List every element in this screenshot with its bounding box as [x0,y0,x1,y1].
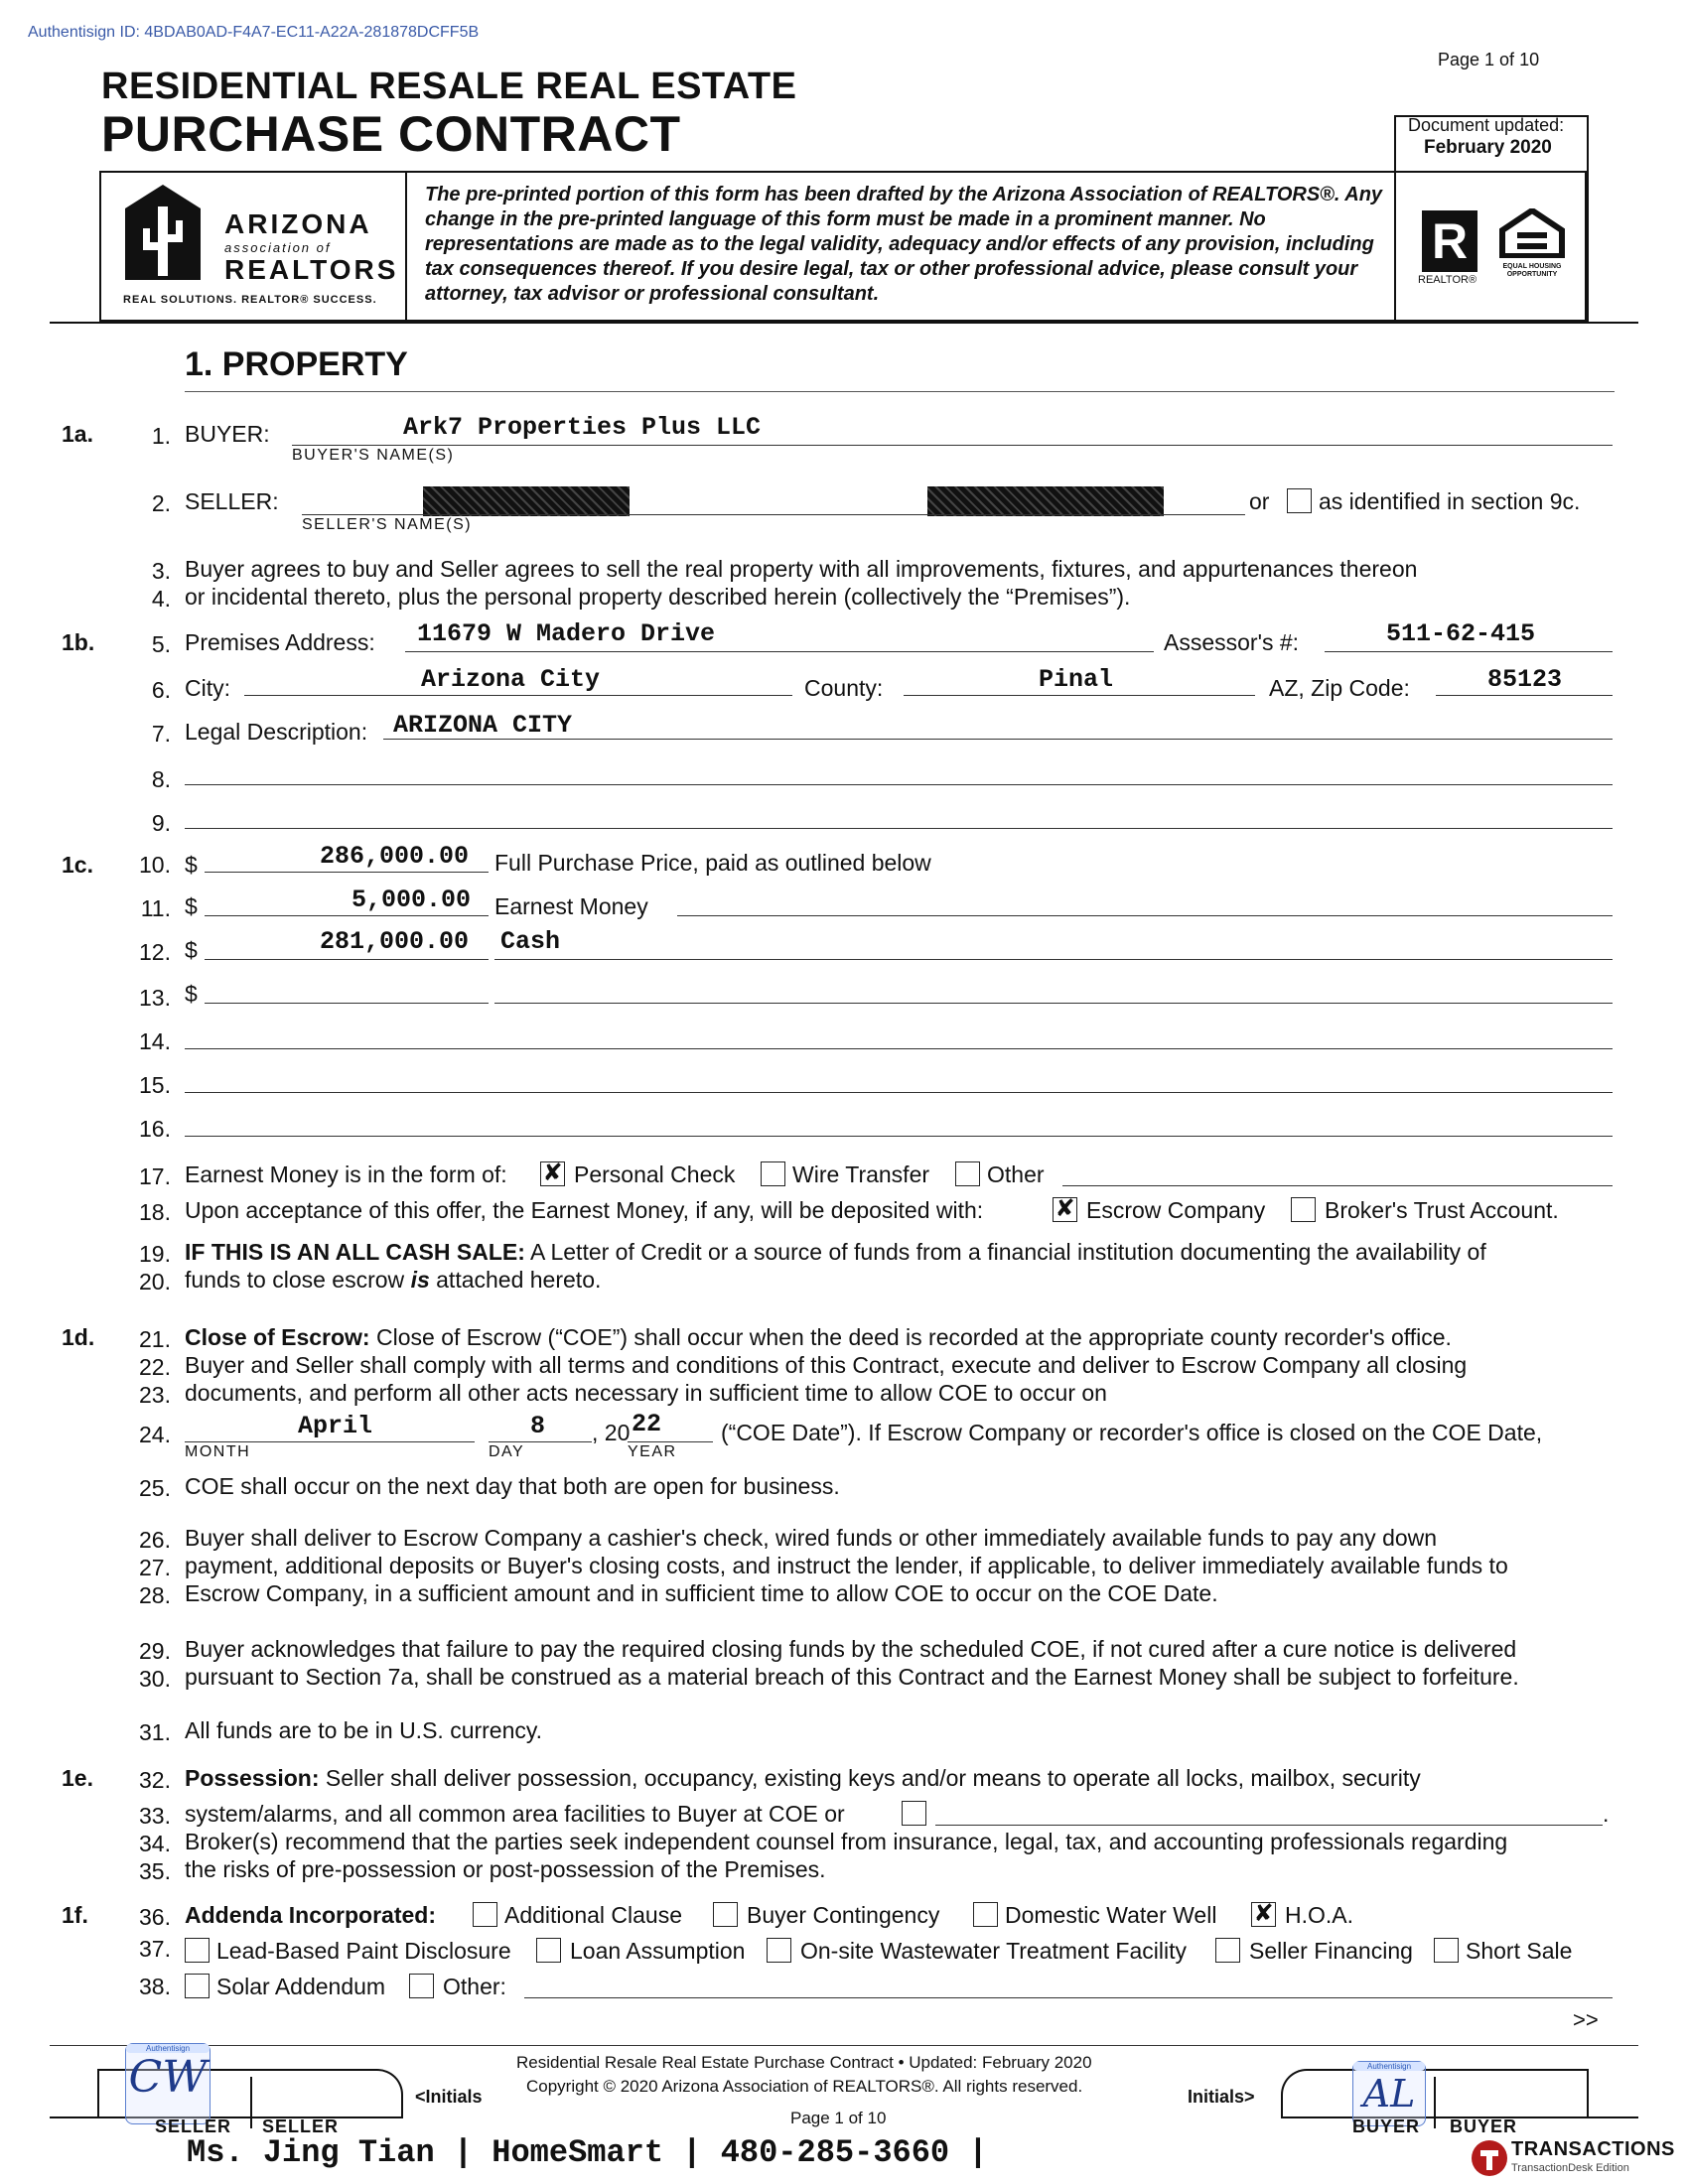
line-number: 2. [151,490,171,516]
equal-housing-icon [1497,208,1567,258]
coe-month-field[interactable]: April [298,1412,373,1440]
loan-assumption-label: Loan Assumption [570,1938,746,1964]
cash-description-underline [494,959,1613,960]
onsite-wastewater-checkbox[interactable] [767,1938,791,1963]
hoa-label: H.O.A. [1285,1902,1354,1928]
seller-identified-checkbox[interactable] [1287,488,1312,513]
line-number: 28. [139,1582,171,1608]
seller-initials-divider [250,2077,252,2128]
buyer-contingency-label: Buyer Contingency [747,1902,940,1928]
line-number: 14. [139,1028,171,1054]
line-27-text: payment, additional deposits or Buyer's closing costs, and instruct the lender, if applicable, to deliver immediately available funds to [185,1553,1508,1578]
seller-initials-badge [125,2043,211,2124]
seller-name-redaction-2 [927,486,1164,516]
line-number: 18. [139,1199,171,1225]
line-number: 37. [139,1936,171,1962]
full-price-label: Full Purchase Price, paid as outlined below [494,850,931,876]
county-label: County: [804,675,884,701]
seller-identified-label: as identified in section 9c. [1319,488,1581,514]
seller-label: SELLER: [185,488,279,514]
onsite-wastewater-label: On-site Wastewater Treatment Facility [800,1938,1187,1964]
line-number: 13. [139,985,171,1011]
line-number: 25. [139,1475,171,1501]
equal-housing-logo [1497,208,1567,278]
additional-clause-label: Additional Clause [504,1902,683,1928]
premises-address-label: Premises Address: [185,629,375,655]
earnest-form-label: Earnest Money is in the form of: [185,1161,507,1187]
coe-day-field[interactable]: 8 [530,1412,546,1440]
logo-tagline: REAL SOLUTIONS. REALTOR® SUCCESS. [123,294,377,306]
transactions-edition: TransactionDesk Edition [1511,2162,1629,2174]
initials-left-label: <Initials [415,2087,483,2107]
line-25-text: COE shall occur on the next day that both are open for business. [185,1473,840,1499]
line-15-blank[interactable] [185,1092,1613,1093]
line-number: 24. [139,1422,171,1447]
domestic-water-well-label: Domestic Water Well [1005,1902,1217,1928]
day-caption: DAY [489,1443,525,1460]
line-20-text [185,1267,601,1294]
coe-day-underline [489,1441,592,1442]
page-number: Page 1 of 10 [1438,50,1540,69]
earnest-money-label: Earnest Money [494,893,648,919]
buyer-contingency-checkbox[interactable] [713,1902,738,1927]
authentisign-id: Authentisign ID: 4BDAB0AD-F4A7-EC11-A22A-281878DCFF5B [28,24,480,41]
zip-code-field[interactable]: 85123 [1487,665,1563,694]
section-1c: 1c. [62,852,93,878]
domestic-water-well-checkbox[interactable] [973,1902,998,1927]
earnest-amount-underline [205,915,489,916]
county-underline [904,695,1255,696]
line-number: 8. [151,766,171,792]
legal-description-field[interactable]: ARIZONA CITY [393,711,573,740]
realtor-r-logo: R [1422,210,1477,272]
transactions-wordmark: TRANSACTIONS [1511,2138,1675,2160]
line-33-period: . [1603,1801,1610,1827]
line-number: 19. [139,1241,171,1267]
line-number: 31. [139,1719,171,1745]
other-addenda-label: Other: [443,1974,506,1999]
seller-initials-signature: CW [128,2052,208,2103]
coe-year-underline [628,1441,713,1442]
escrow-company-label: Escrow Company [1086,1197,1266,1223]
premises-address-field[interactable]: 11679 W Madero Drive [417,619,716,648]
buyer-authentisign-badge: Authentisign [1353,2062,1425,2071]
legal-description-label: Legal Description: [185,719,368,745]
form-title-line1: RESIDENTIAL RESALE REAL ESTATE [101,66,797,107]
deposit-label: Upon acceptance of this offer, the Earnest Money, if any, will be deposited with: [185,1197,984,1223]
short-sale-label: Short Sale [1466,1938,1573,1964]
line-30-text: pursuant to Section 7a, shall be construed as a material breach of this Contract and the Earnest Money shall be subject to forfeiture. [185,1664,1519,1690]
line-32-rest: Seller shall deliver possession, occupancy, existing keys and/or means to operate all locks, mailbox, security [325,1765,1421,1791]
seller-or-text: or [1249,488,1270,514]
short-sale-checkbox[interactable] [1434,1938,1459,1963]
loan-assumption-checkbox[interactable] [536,1938,561,1963]
line-number: 6. [151,677,171,703]
transactions-logo-icon [1470,2138,1509,2178]
line-number: 16. [139,1116,171,1142]
line-number: 4. [151,586,171,612]
seller-authentisign-badge: Authentisign [126,2044,210,2053]
disclaimer-text: The pre-printed portion of this form has been drafted by the Arizona Association of REALTORS®. Any change in the pre-printed language of this form must be made in a prominent manner. No representations are made as to the legal validity, adequacy and/or effects of any provision, including tax consequences thereof. If you desire legal, tax or other professional advice, please consult your attorney, tax advisor or professional consultant. [425,184,1383,305]
city-label: City: [185,675,230,701]
line-34-text: Broker(s) recommend that the parties seek independent counsel from insurance, legal, tax, and accounting professionals regarding [185,1829,1508,1854]
line-33-text: system/alarms, and all common area facilities to Buyer at COE or [185,1801,845,1827]
brokers-trust-label: Broker's Trust Account. [1325,1197,1559,1223]
hoa-checkbox[interactable]: ✘ [1251,1902,1276,1927]
seller-financing-checkbox[interactable] [1215,1938,1240,1963]
line-number: 7. [151,721,171,747]
line-26-text: Buyer shall deliver to Escrow Company a cashier's check, wired funds or other immediately available funds to pay any down [185,1525,1438,1551]
seller-financing-label: Seller Financing [1249,1938,1413,1964]
line-9-blank[interactable] [185,828,1613,829]
assessor-label: Assessor's #: [1164,629,1300,655]
earnest-money-underline [677,915,1613,916]
line-8-blank[interactable] [185,784,1613,785]
line-number: 29. [139,1638,171,1664]
line-number: 9. [151,810,171,836]
buyer-name-underline [292,445,1613,446]
dollar-sign: $ [185,893,198,919]
line-number: 15. [139,1072,171,1098]
line-number: 34. [139,1831,171,1856]
line-number: 21. [139,1326,171,1352]
line-number: 38. [139,1974,171,1999]
additional-clause-checkbox[interactable] [473,1902,497,1927]
buyer-label: BUYER: [185,421,270,447]
transactions-logo [1470,2136,1678,2180]
section-1a: 1a. [62,421,93,447]
wire-transfer-checkbox[interactable] [761,1161,785,1186]
county-field[interactable]: Pinal [1039,665,1114,694]
year-caption: YEAR [628,1443,677,1460]
document-updated-date: February 2020 [1424,137,1552,158]
wire-transfer-label: Wire Transfer [792,1161,930,1187]
section-title: 1. PROPERTY [185,345,408,383]
line-23-text: documents, and perform all other acts necessary in sufficient time to allow COE to occur on [185,1380,1107,1406]
dollar-sign: $ [185,937,198,963]
initials-right-label: Initials> [1188,2087,1255,2107]
cash-amount-field[interactable]: 281,000.00 [320,927,470,956]
line-20-a: funds to close escrow [185,1267,405,1293]
line-number: 27. [139,1555,171,1580]
coe-month-underline [185,1441,475,1442]
logo-line2: association of [224,240,332,255]
personal-check-label: Personal Check [574,1161,736,1187]
zip-code-underline [1436,695,1613,696]
footer-form-name: Residential Resale Real Estate Purchase Contract • Updated: February 2020 [516,2053,1092,2072]
city-underline [244,695,792,696]
agent-info-line: Ms. Jing Tian | HomeSmart | 480-285-3660 | [187,2134,988,2171]
line-22-text: Buyer and Seller shall comply with all terms and conditions of this Contract, execute and deliver to Escrow Company all closing [185,1352,1468,1378]
line-number: 22. [139,1354,171,1380]
lead-paint-label: Lead-Based Paint Disclosure [216,1938,511,1964]
city-field[interactable]: Arizona City [421,665,601,694]
seller-name-caption: SELLER'S NAME(S) [302,516,473,533]
month-caption: MONTH [185,1443,251,1460]
logo-line1: ARIZONA [224,208,372,239]
line-21-text [185,1324,1452,1351]
dollar-sign: $ [185,852,198,878]
logo-line3: REALTORS [224,254,399,285]
cash-description-field[interactable]: Cash [500,927,561,956]
brokers-trust-checkbox[interactable] [1291,1197,1316,1222]
line-35-text: the risks of pre-possession or post-possession of the Premises. [185,1856,826,1882]
footer-copyright: Copyright © 2020 Arizona Association of REALTORS®. All rights reserved. [526,2077,1083,2096]
line-14-blank[interactable] [185,1048,1613,1049]
header-box-divider-left [405,171,407,322]
coe-year-field[interactable]: 22 [632,1410,662,1438]
buyer-label-2: BUYER [1450,2116,1518,2136]
year-prefix: , 20 [592,1420,631,1445]
solar-addendum-label: Solar Addendum [216,1974,386,1999]
line-number: 10. [139,852,171,878]
possession-heading: Possession: [185,1765,320,1791]
header-bottom-rule [50,322,1638,324]
line-number: 17. [139,1163,171,1189]
premises-address-underline [405,651,1154,652]
full-price-underline [205,872,489,873]
cactus-logo-icon [125,185,201,280]
dollar-sign: $ [185,981,198,1007]
section-1f: 1f. [62,1902,88,1928]
line-31-text: All funds are to be in U.S. currency. [185,1717,543,1743]
section-title-rule [185,391,1615,392]
zip-label: AZ, Zip Code: [1269,675,1410,701]
line-number: 5. [151,631,171,657]
line-20-b: attached hereto. [436,1267,602,1293]
addenda-heading: Addenda Incorporated: [185,1902,437,1928]
legal-description-underline [383,739,1613,740]
form-title-line2: PURCHASE CONTRACT [101,106,681,162]
line-3-text: Buyer agrees to buy and Seller agrees to sell the real property with all improvements, fixtures, and appurtenances thereon [185,556,1418,582]
assessor-underline [1325,651,1613,652]
assessor-number-field[interactable]: 511-62-415 [1386,619,1536,648]
seller-label-2: SELLER [262,2116,340,2136]
line-number: 26. [139,1527,171,1553]
line-20-is: is [410,1267,430,1293]
other-form-checkbox[interactable] [955,1161,980,1186]
other-addenda-checkbox[interactable] [409,1974,434,1998]
line-13-description-blank[interactable] [494,1003,1613,1004]
cash-amount-underline [205,959,489,960]
line-19-text [185,1239,1486,1266]
seller-name-redaction-1 [423,486,630,516]
line-number: 35. [139,1858,171,1884]
possession-alternate-underline[interactable] [935,1825,1603,1826]
close-of-escrow-heading: Close of Escrow: [185,1324,370,1350]
buyer-label-1: BUYER [1352,2116,1421,2136]
line-number: 3. [151,558,171,584]
equal-housing-label: EQUAL HOUSING OPPORTUNITY [1502,263,1562,278]
possession-alternate-checkbox[interactable] [902,1801,926,1826]
solar-addendum-checkbox[interactable] [185,1974,210,1998]
header-box-divider-right2 [1587,115,1589,322]
document-updated-label: Document updated: [1408,115,1565,135]
line-29-text: Buyer acknowledges that failure to pay the required closing funds by the scheduled COE, if not cured after a cure notice is delivered [185,1636,1517,1662]
line-19-rest: A Letter of Credit or a source of funds from a financial institution documenting the availability of [530,1239,1486,1265]
line-number: 11. [140,895,171,921]
buyer-name-field[interactable]: Ark7 Properties Plus LLC [403,413,762,442]
section-1d: 1d. [62,1324,95,1350]
header-box-divider-right [1394,115,1396,322]
line-16-blank[interactable] [185,1136,1613,1137]
buyer-initials-signature: AL [1362,2072,1416,2116]
all-cash-heading: IF THIS IS AN ALL CASH SALE: [185,1239,525,1265]
buyer-initials-divider [1434,2077,1436,2128]
line-13-amount-blank[interactable] [205,1003,489,1004]
seller-label-1: SELLER [155,2116,232,2136]
other-form-underline[interactable] [1062,1185,1613,1186]
line-number: 23. [139,1382,171,1408]
az-realtors-logo [123,185,399,314]
other-addenda-underline[interactable] [524,1997,1613,1998]
footer-top-rule [50,2045,1638,2046]
footer-page-number: Page 1 of 10 [790,2109,887,2127]
section-1b: 1b. [62,629,95,655]
line-4-text: or incidental thereto, plus the personal property described herein (collectively the “Premises”). [185,584,1131,610]
other-form-label: Other [987,1161,1045,1187]
lead-paint-checkbox[interactable] [185,1938,210,1963]
personal-check-checkbox[interactable]: ✘ [540,1161,565,1186]
line-32-text [185,1765,1421,1792]
realtor-label: REALTOR® [1418,274,1477,286]
line-number: 32. [139,1767,171,1793]
line-number: 12. [139,939,171,965]
line-number: 20. [139,1269,171,1295]
continue-arrow: >> [1573,2007,1599,2032]
escrow-company-checkbox[interactable]: ✘ [1053,1197,1077,1222]
line-21-rest: Close of Escrow (“COE”) shall occur when the deed is recorded at the appropriate county recorder's office. [376,1324,1452,1350]
seller-name-underline [302,514,1245,515]
line-number: 30. [139,1666,171,1692]
header-top-rule [1394,115,1587,117]
buyer-name-caption: BUYER'S NAME(S) [292,447,455,464]
line-28-text: Escrow Company, in a sufficient amount and in sufficient time to allow COE to occur on the COE Date. [185,1580,1218,1606]
line-number: 33. [139,1803,171,1829]
section-1e: 1e. [62,1765,93,1791]
line-number: 36. [139,1904,171,1930]
line-number: 1. [151,423,171,449]
line-24-rest: (“COE Date”). If Escrow Company or recorder's office is closed on the COE Date, [721,1420,1543,1445]
full-purchase-price-field[interactable]: 286,000.00 [320,842,470,871]
earnest-money-amount-field[interactable]: 5,000.00 [352,886,472,914]
